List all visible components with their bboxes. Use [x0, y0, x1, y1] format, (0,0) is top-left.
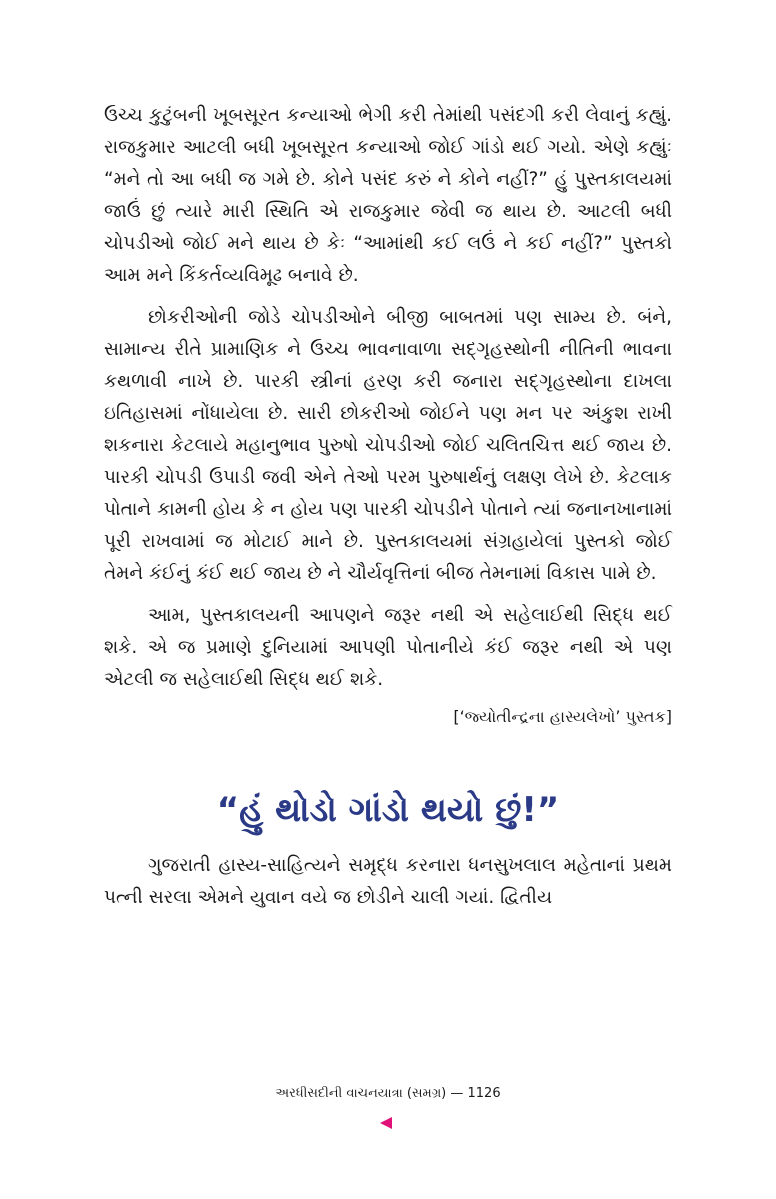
- page-footer: અરધીસદીની વાચનયાત્રા (સમગ્ર) — 1126: [275, 1086, 501, 1101]
- source-citation: [‘જ્યોતીન્દ્રના હાસ્યલેખો’ પુસ્તક]: [453, 707, 672, 726]
- chapter-paragraph: ગુજરાતી હાસ્ય-સાહિત્યને સમૃદ્ધ કરનારા ધનસુખલાલ મહેતાનાં પ્રથમ પત્ની સરલા એમને યુવાન વયે જ છોડીને ચાલી ગયાં. દ્વિતીય: [104, 855, 672, 908]
- page-content: [104, 100, 672, 914]
- paragraph-3: આમ, પુસ્તકાલયની આપણને જરૂર નથી એ સહેલાઈથી સિદ્ધ થઈ શકે. એ જ પ્રમાણે દુનિયામાં આપણી પોતાનીયે કંઈ જરૂર નથી એ પણ એટલી જ સહેલાઈથી સિદ્ધ થઈ શકે.: [104, 605, 672, 690]
- chapter-title: “હું થોડો ગાંડો થયો છું!”: [216, 790, 560, 830]
- triangle-left-icon[interactable]: [380, 1117, 392, 1129]
- paragraph-1: ઉચ્ચ કુટુંબની ખૂબસૂરત કન્યાઓ ભેગી કરી તેમાંથી પસંદગી કરી લેવાનું કહ્યું. રાજકુમાર આટલી બધી ખૂબસૂરત કન્યાઓ જોઈ ગાંડો થઈ ગયો. એણે કહ્યુંઃ “મને તો આ બધી જ ગમે છે. કોને પસંદ કરું ને કોને નહીં?” હું પુસ્તકાલયમાં જાઉં છું ત્યારે મારી સ્થિતિ એ રાજકુમાર જેવી જ થાય છે. આટલી બધી ચોપડીઓ જોઈ મને થાય છે કેઃ “આમાંથી કઈ લઉં ને કઈ નહીં?” પુસ્તકો આમ મને કિંકર્તવ્યવિમૂઢ બનાવે છે.: [104, 105, 672, 286]
- paragraph-2: છોકરીઓની જોડે ચોપડીઓને બીજી બાબતમાં પણ સામ્ય છે. બંને, સામાન્ય રીતે પ્રામાણિક ને ઉચ્ચ ભાવનાવાળા સદ્ગૃહસ્થોની નીતિની ભાવના કથળાવી નાખે છે. પારકી સ્ત્રીનાં હરણ કરી જનારા સદ્ગૃહસ્થોના દાખલા ઇતિહાસમાં નોંધાયેલા છે. સારી છોકરીઓ જોઈને પણ મન પર અંકુશ રાખી શકનારા કેટલાયે મહાનુભાવ પુરુષો ચોપડીઓ જોઈ ચલિતચિત્ત થઈ જાય છે. પારકી ચોપડી ઉપાડી જવી એને તેઓ પરમ પુરુષાર્થનું લક્ષણ લેખે છે. કેટલાક પોતાને કામની હોય કે ન હોય પણ પારકી ચોપડીને પોતાને ત્યાં જનાનખાનામાં પૂરી રાખવામાં જ મોટાઈ માને છે. પુસ્તકાલયમાં સંગ્રહાયેલાં પુસ્તકો જોઈ તેમને કંઈનું કંઈ થઈ જાય છે ને ચૌર્યવૃત્તિનાં બીજ તેમનામાં વિકાસ પામે છે.: [104, 307, 672, 584]
